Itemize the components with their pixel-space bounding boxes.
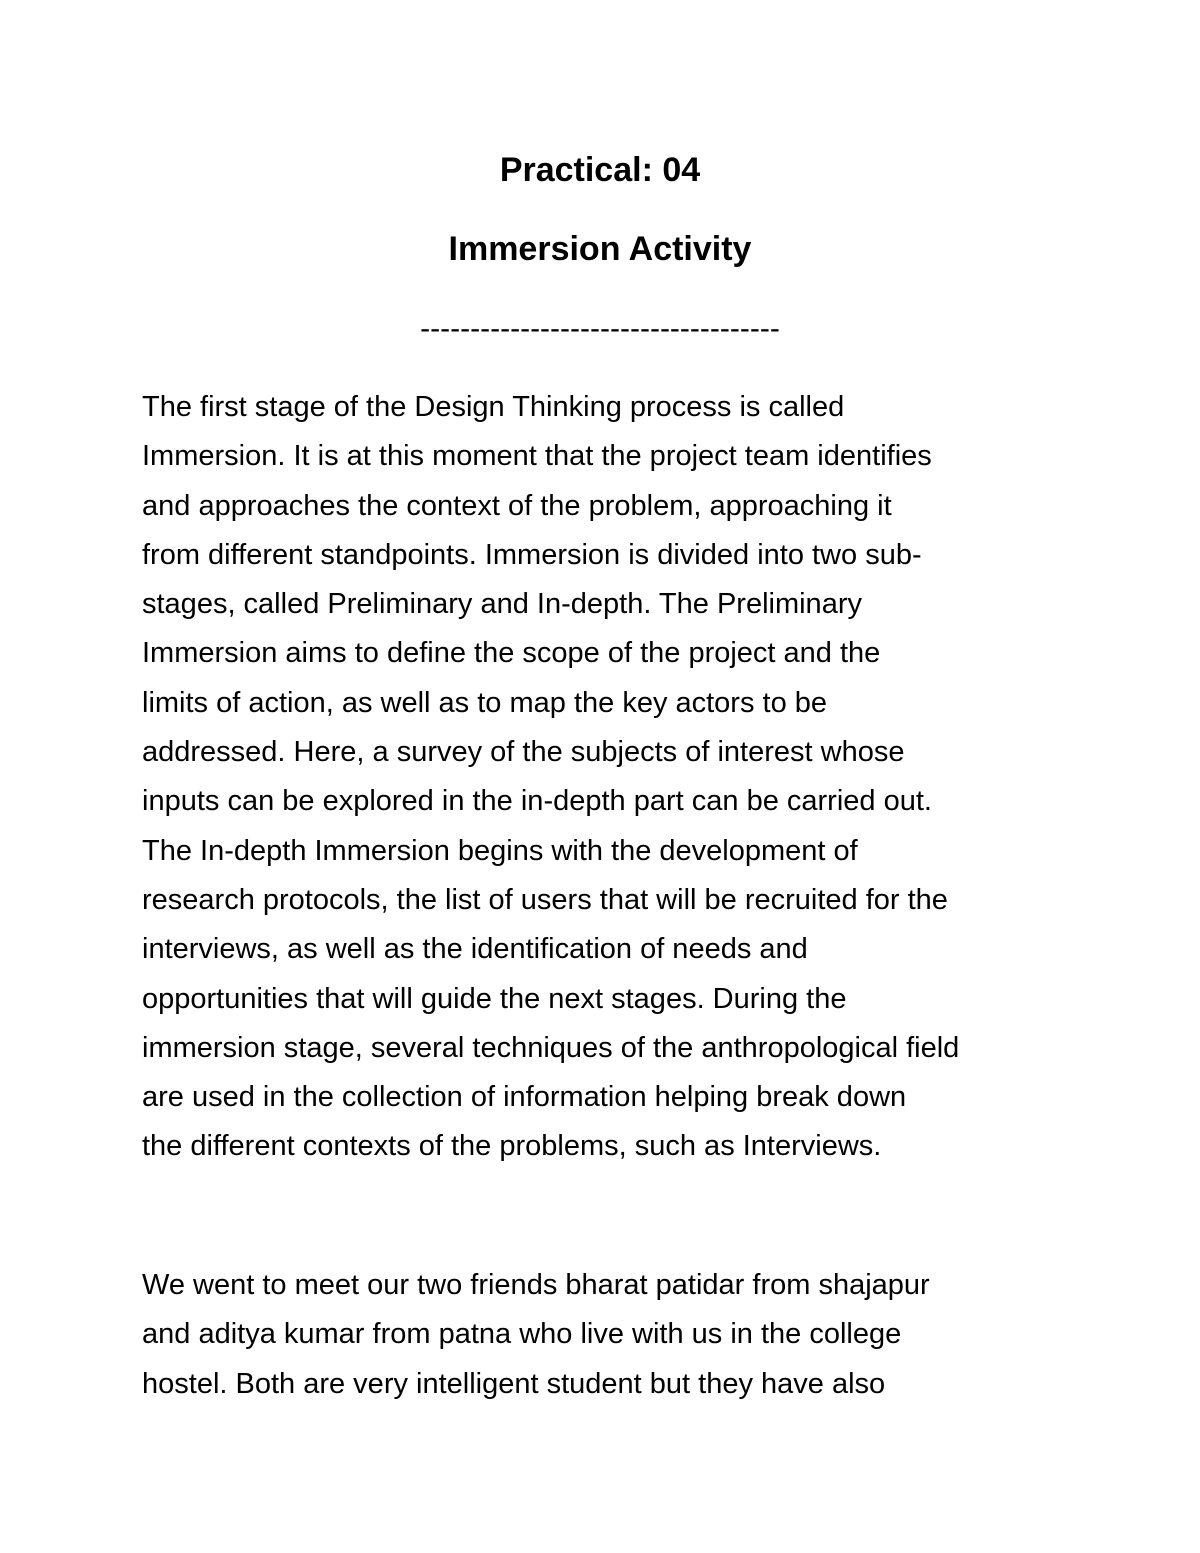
text-line: research protocols, the list of users that will be recruited for the	[142, 883, 948, 916]
text-line: limits of action, as well as to map the key actors to be	[142, 686, 828, 719]
paragraph-intro	[142, 383, 1072, 1172]
text-line: from different standpoints. Immersion is divided into two sub-	[142, 538, 922, 571]
text-line: The In-depth Immersion begins with the development of	[142, 834, 858, 867]
paragraph-visit	[142, 1261, 1072, 1409]
divider-line: ------------------------------------	[420, 312, 780, 345]
text-line: and approaches the context of the problem, approaching it	[142, 489, 892, 522]
text-line: are used in the collection of information helping break down	[142, 1081, 907, 1114]
text-line: addressed. Here, a survey of the subjects of interest whose	[142, 736, 905, 769]
text-line: Immersion. It is at this moment that the project team identifies	[142, 440, 932, 473]
text-line: stages, called Preliminary and In-depth. The Preliminary	[142, 588, 862, 621]
text-line: the different contexts of the problems, such as Interviews.	[142, 1130, 882, 1163]
text-line: opportunities that will guide the next stages. During the	[142, 982, 847, 1015]
text-line: interviews, as well as the identification of needs and	[142, 933, 808, 966]
text-line: inputs can be explored in the in-depth part can be carried out.	[142, 785, 932, 818]
text-line: We went to meet our two friends bharat patidar from shajapur	[142, 1269, 930, 1301]
text-line: The first stage of the Design Thinking process is called	[142, 391, 845, 423]
text-line: immersion stage, several techniques of the anthropological field	[142, 1031, 960, 1064]
text-line: Immersion aims to define the scope of the project and the	[142, 637, 881, 670]
page-subtitle: Immersion Activity	[448, 230, 752, 268]
text-line: hostel. Both are very intelligent student but they have also	[142, 1367, 886, 1400]
page-title: Practical: 04	[499, 151, 701, 189]
text-line: and aditya kumar from patna who live with us in the college	[142, 1318, 902, 1351]
